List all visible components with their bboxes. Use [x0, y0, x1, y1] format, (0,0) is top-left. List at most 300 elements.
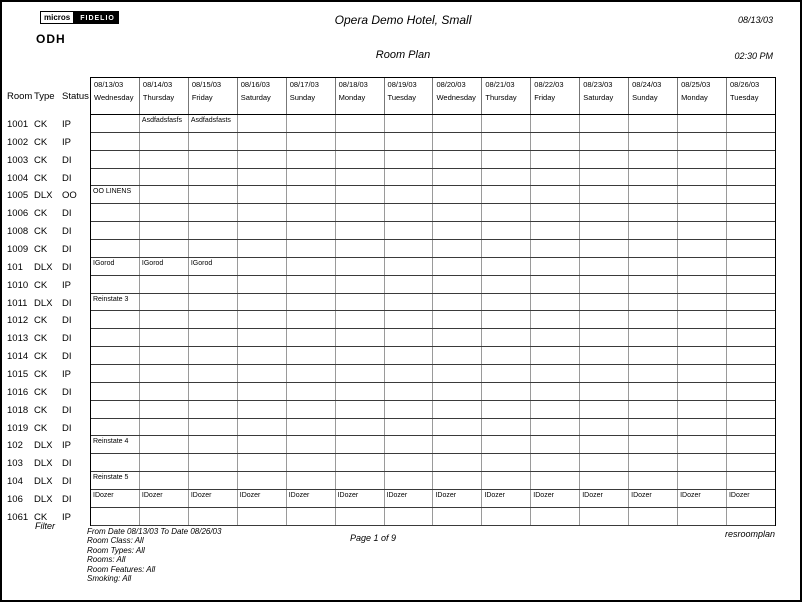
- room-day-cell: [335, 169, 384, 186]
- room-row-label: [2, 472, 90, 490]
- column-header-date: 08/13/03: [94, 80, 124, 89]
- room-number: 1004: [7, 172, 29, 184]
- room-day-cell: [286, 276, 335, 293]
- column-header-date: 08/23/03: [583, 80, 613, 89]
- room-day-cell: [286, 240, 335, 257]
- room-day-cell: [188, 204, 237, 221]
- room-day-cell: [726, 151, 775, 168]
- room-day-cell: [188, 222, 237, 239]
- room-day-cell: [432, 204, 481, 221]
- room-day-cell: [188, 151, 237, 168]
- room-day-cell: [384, 276, 433, 293]
- room-day-cell: [481, 347, 530, 364]
- room-day-cell: [530, 401, 579, 418]
- room-day-cell: [384, 222, 433, 239]
- room-number: 1015: [7, 369, 29, 381]
- room-day-cell: IDozer: [335, 490, 384, 507]
- column-header-day: Sunday: [289, 93, 316, 102]
- table-row: [91, 401, 775, 419]
- room-type: DLX: [34, 440, 53, 452]
- room-day-cell: [726, 204, 775, 221]
- room-type: CK: [34, 511, 48, 523]
- room-day-cell: [726, 311, 775, 328]
- filter-details: [87, 527, 221, 583]
- table-row: [91, 490, 775, 508]
- date-header-row: [90, 77, 776, 115]
- room-day-cell: [188, 329, 237, 346]
- room-day-cell: Asdfadsfasfs: [139, 115, 188, 132]
- column-header: [237, 78, 286, 114]
- room-day-cell: [677, 133, 726, 150]
- room-type: CK: [34, 244, 48, 256]
- room-day-cell: [237, 329, 286, 346]
- room-day-cell: [237, 276, 286, 293]
- room-day-cell: [237, 115, 286, 132]
- room-day-cell: [677, 472, 726, 489]
- logo-fidelio-text: FIDELIO: [74, 11, 119, 24]
- room-day-cell: [286, 169, 335, 186]
- table-row: [91, 329, 775, 347]
- room-status: IP: [62, 279, 71, 291]
- table-row: [91, 383, 775, 401]
- room-day-cell: [628, 508, 677, 525]
- room-day-cell: [726, 472, 775, 489]
- column-header-date: 08/26/03: [729, 80, 760, 89]
- room-status: DI: [62, 315, 72, 327]
- room-day-cell: [432, 508, 481, 525]
- room-day-cell: IDozer: [530, 490, 579, 507]
- room-type: CK: [34, 208, 48, 220]
- room-day-cell: [726, 222, 775, 239]
- room-number: 1016: [7, 386, 29, 398]
- room-status: IP: [62, 369, 71, 381]
- room-day-cell: [91, 508, 139, 525]
- room-row-label: [2, 169, 90, 187]
- room-type: CK: [34, 315, 48, 327]
- room-type: CK: [34, 369, 48, 381]
- room-day-cell: [579, 419, 628, 436]
- column-header-date: 08/24/03: [632, 80, 662, 89]
- room-day-cell: [579, 508, 628, 525]
- table-row: [91, 240, 775, 258]
- room-day-cell: [335, 258, 384, 275]
- room-day-cell: [237, 472, 286, 489]
- table-row: [91, 133, 775, 151]
- room-labels: [2, 115, 90, 526]
- room-day-cell: [237, 508, 286, 525]
- room-day-cell: [286, 454, 335, 471]
- room-plan-grid: [90, 115, 776, 526]
- logo-micros-text: micros: [40, 11, 74, 24]
- room-status: IP: [62, 119, 71, 130]
- room-day-cell: [481, 311, 530, 328]
- room-day-cell: [579, 151, 628, 168]
- room-day-cell: [188, 436, 237, 453]
- room-day-cell: [677, 186, 726, 203]
- room-day-cell: [481, 258, 530, 275]
- room-day-cell: [384, 365, 433, 382]
- room-day-cell: [335, 240, 384, 257]
- room-status: DI: [62, 261, 72, 273]
- room-status: DI: [62, 404, 72, 416]
- room-day-cell: [139, 222, 188, 239]
- room-day-cell: [481, 294, 530, 311]
- room-day-cell: [139, 294, 188, 311]
- room-day-cell: [335, 186, 384, 203]
- room-day-cell: [432, 365, 481, 382]
- room-day-cell: [579, 133, 628, 150]
- room-day-cell: [628, 258, 677, 275]
- room-day-cell: [139, 383, 188, 400]
- room-day-cell: [628, 383, 677, 400]
- room-day-cell: [335, 151, 384, 168]
- column-header-date: 08/18/03: [338, 80, 368, 89]
- room-row-label: [2, 419, 90, 437]
- room-status: DI: [62, 458, 72, 470]
- room-day-cell: [139, 419, 188, 436]
- room-day-cell: [91, 365, 139, 382]
- column-header-date: 08/20/03: [436, 80, 466, 89]
- room-day-cell: [677, 294, 726, 311]
- room-day-cell: [384, 508, 433, 525]
- room-day-cell: [384, 151, 433, 168]
- column-header: [432, 78, 481, 114]
- room-day-cell: [481, 365, 530, 382]
- room-status: OO: [62, 190, 77, 202]
- print-date: 08/13/03: [737, 15, 773, 25]
- room-day-cell: [628, 204, 677, 221]
- room-day-cell: [481, 472, 530, 489]
- room-day-cell: [188, 472, 237, 489]
- room-day-cell: [139, 508, 188, 525]
- room-day-cell: [579, 222, 628, 239]
- room-day-cell: [286, 294, 335, 311]
- room-day-cell: [384, 436, 433, 453]
- room-day-cell: [579, 436, 628, 453]
- room-day-cell: [726, 294, 775, 311]
- room-day-cell: [432, 186, 481, 203]
- room-status: IP: [62, 136, 71, 148]
- room-day-cell: [237, 436, 286, 453]
- room-type: CK: [34, 386, 48, 398]
- room-day-cell: [677, 115, 726, 132]
- room-day-cell: [432, 276, 481, 293]
- room-status: IP: [62, 511, 71, 523]
- filter-label: Filter: [35, 521, 55, 531]
- room-day-cell: [530, 204, 579, 221]
- filter-line: Room Types: All: [87, 545, 145, 555]
- room-status: DI: [62, 494, 72, 506]
- room-day-cell: [677, 454, 726, 471]
- table-row: [91, 169, 775, 187]
- room-day-cell: [286, 365, 335, 382]
- room-day-cell: [286, 133, 335, 150]
- room-day-cell: [384, 383, 433, 400]
- room-day-cell: [335, 311, 384, 328]
- room-day-cell: [91, 311, 139, 328]
- room-day-cell: [628, 419, 677, 436]
- room-day-cell: [335, 294, 384, 311]
- column-header-day: Tuesday: [387, 93, 417, 102]
- room-day-cell: [677, 276, 726, 293]
- room-day-cell: IDozer: [726, 490, 775, 507]
- room-day-cell: [579, 258, 628, 275]
- column-header: [91, 78, 139, 114]
- room-day-cell: [237, 383, 286, 400]
- table-row: [91, 115, 775, 133]
- room-day-cell: [726, 347, 775, 364]
- filter-line: Room Class: All: [87, 536, 144, 546]
- room-day-cell: [677, 204, 726, 221]
- room-day-cell: [530, 419, 579, 436]
- room-day-cell: [335, 454, 384, 471]
- room-status: DI: [62, 208, 72, 220]
- room-number: 102: [7, 440, 23, 452]
- room-day-cell: [384, 347, 433, 364]
- room-day-cell: [677, 329, 726, 346]
- room-day-cell: [384, 240, 433, 257]
- column-header: [384, 78, 433, 114]
- table-row: [91, 294, 775, 312]
- room-row-label: [2, 401, 90, 419]
- room-day-cell: [579, 401, 628, 418]
- room-day-cell: [384, 329, 433, 346]
- room-type: DLX: [34, 494, 53, 506]
- room-day-cell: [628, 401, 677, 418]
- room-day-cell: [677, 419, 726, 436]
- room-day-cell: [384, 133, 433, 150]
- room-day-cell: [726, 508, 775, 525]
- room-number: 1012: [7, 315, 29, 327]
- room-day-cell: [91, 222, 139, 239]
- room-row-label: [2, 204, 90, 222]
- room-day-cell: [726, 419, 775, 436]
- room-day-cell: [579, 454, 628, 471]
- room-row-label: [2, 347, 90, 365]
- room-day-cell: [530, 276, 579, 293]
- room-day-cell: [481, 419, 530, 436]
- room-day-cell: [628, 186, 677, 203]
- room-day-cell: [335, 222, 384, 239]
- room-day-cell: [432, 436, 481, 453]
- room-day-cell: [335, 133, 384, 150]
- room-day-cell: [91, 204, 139, 221]
- room-number: 1014: [7, 351, 29, 363]
- room-day-cell: [237, 454, 286, 471]
- room-number: 1002: [7, 136, 29, 148]
- room-day-cell: [579, 115, 628, 132]
- room-day-cell: [91, 169, 139, 186]
- room-day-cell: [579, 276, 628, 293]
- room-day-cell: [188, 186, 237, 203]
- room-day-cell: [579, 311, 628, 328]
- room-day-cell: [237, 294, 286, 311]
- column-header: [335, 78, 384, 114]
- room-day-cell: [286, 401, 335, 418]
- room-day-cell: [432, 240, 481, 257]
- room-day-cell: [335, 508, 384, 525]
- column-header: [139, 78, 188, 114]
- room-day-cell: [481, 276, 530, 293]
- room-day-cell: [628, 454, 677, 471]
- room-day-cell: [432, 419, 481, 436]
- column-header-day: Thursday: [485, 93, 517, 102]
- room-day-cell: [384, 419, 433, 436]
- room-status: DI: [62, 154, 72, 166]
- room-day-cell: IDozer: [628, 490, 677, 507]
- column-header-date: 08/21/03: [485, 80, 515, 89]
- room-day-cell: [237, 401, 286, 418]
- room-day-cell: [384, 186, 433, 203]
- room-row-label: [2, 329, 90, 347]
- room-day-cell: [628, 222, 677, 239]
- room-day-cell: [237, 365, 286, 382]
- room-day-cell: [91, 240, 139, 257]
- room-day-cell: [579, 472, 628, 489]
- room-day-cell: [237, 204, 286, 221]
- room-day-cell: [188, 240, 237, 257]
- room-day-cell: [677, 347, 726, 364]
- table-row: [91, 204, 775, 222]
- column-header-date: 08/15/03: [191, 80, 222, 89]
- room-day-cell: [579, 186, 628, 203]
- column-header: [286, 78, 335, 114]
- room-day-cell: [139, 169, 188, 186]
- column-header-day: Friday: [191, 93, 213, 102]
- room-day-cell: [628, 151, 677, 168]
- room-day-cell: [91, 329, 139, 346]
- room-day-cell: [286, 472, 335, 489]
- room-day-cell: [384, 472, 433, 489]
- room-day-cell: [139, 347, 188, 364]
- room-number: 1011: [7, 297, 28, 309]
- room-day-cell: [188, 347, 237, 364]
- room-row-label: [2, 454, 90, 472]
- logo-arrow-icon: ▸: [76, 15, 80, 22]
- room-day-cell: [677, 383, 726, 400]
- report-subtitle: Room Plan: [375, 49, 431, 61]
- room-day-cell: [726, 258, 775, 275]
- room-day-cell: [726, 186, 775, 203]
- room-day-cell: [384, 294, 433, 311]
- room-day-cell: [286, 204, 335, 221]
- column-header-date: 08/22/03: [534, 80, 564, 89]
- room-status: DI: [62, 351, 72, 363]
- room-day-cell: [628, 115, 677, 132]
- room-day-cell: [237, 240, 286, 257]
- room-day-cell: [286, 508, 335, 525]
- table-row: [91, 365, 775, 383]
- room-number: 1061: [7, 511, 29, 523]
- room-type: CK: [34, 404, 48, 416]
- room-number: 1013: [7, 333, 29, 345]
- room-day-cell: [432, 311, 481, 328]
- room-day-cell: [432, 401, 481, 418]
- room-day-cell: [481, 115, 530, 132]
- room-day-cell: [139, 401, 188, 418]
- room-day-cell: [579, 347, 628, 364]
- column-header-date: 08/25/03: [681, 80, 711, 89]
- room-day-cell: [139, 454, 188, 471]
- room-day-cell: [579, 365, 628, 382]
- column-header: [530, 78, 579, 114]
- room-type: CK: [34, 154, 48, 166]
- room-day-cell: [530, 133, 579, 150]
- room-day-cell: [530, 294, 579, 311]
- column-header-date: 08/14/03: [142, 80, 173, 89]
- room-day-cell: [677, 222, 726, 239]
- room-day-cell: [628, 347, 677, 364]
- room-day-cell: [481, 436, 530, 453]
- column-header-day: Saturday: [240, 93, 271, 102]
- column-header: [481, 78, 530, 114]
- room-day-cell: [530, 329, 579, 346]
- room-day-cell: [335, 383, 384, 400]
- room-day-cell: [139, 133, 188, 150]
- room-day-cell: [726, 133, 775, 150]
- room-day-cell: [726, 329, 775, 346]
- room-day-cell: [91, 419, 139, 436]
- room-day-cell: [530, 472, 579, 489]
- room-day-cell: [530, 436, 579, 453]
- room-day-cell: [286, 436, 335, 453]
- room-day-cell: [677, 258, 726, 275]
- room-day-cell: Reinstate 4: [93, 438, 129, 446]
- column-label-status: Status: [62, 91, 89, 102]
- filter-line: From Date 08/13/03 To Date 08/26/03: [87, 527, 222, 536]
- room-day-cell: IDozer: [579, 490, 628, 507]
- room-row-label: [2, 490, 90, 508]
- room-day-cell: [677, 169, 726, 186]
- room-number: 1019: [7, 422, 29, 434]
- room-day-cell: [286, 347, 335, 364]
- room-day-cell: [91, 401, 139, 418]
- room-row-label: [2, 222, 90, 240]
- room-day-cell: [335, 115, 384, 132]
- room-day-cell: [726, 454, 775, 471]
- room-day-cell: [432, 347, 481, 364]
- room-number: 1003: [7, 154, 29, 166]
- column-header-day: Monday: [681, 93, 708, 102]
- room-day-cell: [530, 508, 579, 525]
- room-day-cell: [286, 329, 335, 346]
- room-day-cell: Asdfadsfasts: [188, 115, 237, 132]
- room-row-label: [2, 258, 90, 276]
- room-day-cell: [628, 311, 677, 328]
- room-day-cell: [432, 133, 481, 150]
- room-row-label: [2, 186, 90, 204]
- room-status: DI: [62, 172, 72, 184]
- room-day-cell: [481, 204, 530, 221]
- room-number: 106: [7, 494, 23, 506]
- room-status: DI: [62, 244, 72, 256]
- room-day-cell: [677, 240, 726, 257]
- room-day-cell: [726, 169, 775, 186]
- room-day-cell: [335, 472, 384, 489]
- room-status: DI: [62, 386, 72, 398]
- room-day-cell: [188, 383, 237, 400]
- room-day-cell: [432, 329, 481, 346]
- room-type: CK: [34, 351, 48, 363]
- room-day-cell: [628, 133, 677, 150]
- room-day-cell: [335, 419, 384, 436]
- room-day-cell: [237, 311, 286, 328]
- room-day-cell: [237, 258, 286, 275]
- room-day-cell: [237, 169, 286, 186]
- column-label-type: Type: [34, 91, 55, 102]
- table-row: [91, 508, 775, 526]
- room-day-cell: [677, 508, 726, 525]
